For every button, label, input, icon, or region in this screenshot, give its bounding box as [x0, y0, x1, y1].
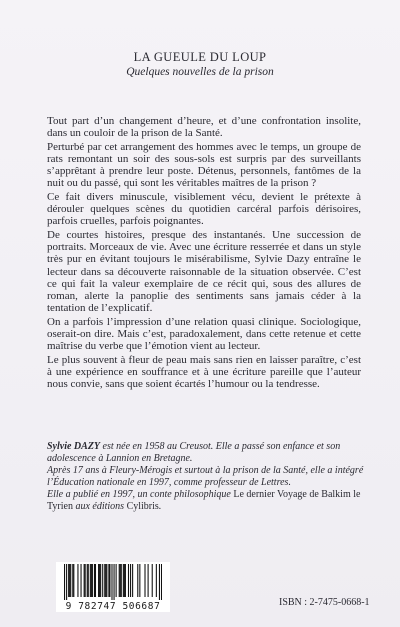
- barcode-bar: [85, 564, 86, 597]
- blurb: [47, 115, 361, 392]
- barcode-bar: [73, 564, 74, 597]
- barcode-bar: [68, 564, 69, 597]
- barcode-bar: [116, 564, 117, 597]
- barcode-bar: [132, 564, 133, 597]
- barcode-bar: [137, 564, 138, 597]
- bio-paragraph-career: Après 17 ans à Fleury-Mérogis et surtout à la prison de la Santé, elle a intégré l’Éducation nationale en 1997, comme professeur de Lettres.: [47, 465, 364, 488]
- author-bio: [47, 441, 365, 514]
- barcode-bar: [66, 564, 67, 600]
- barcode-bar: [152, 564, 153, 597]
- barcode-bar: [95, 564, 96, 597]
- barcode-bar: [148, 564, 149, 597]
- blurb-paragraph: Tout part d’un changement d’heure, et d’une confrontation insolite, dans un couloir de la prison de la Santé.: [47, 115, 361, 140]
- bio-end: .: [158, 500, 162, 512]
- bio-book-title: Le dernier Voyage de Balkim le Tyrien: [47, 489, 361, 512]
- barcode-bar: [128, 564, 129, 597]
- barcode-bar: [90, 564, 91, 597]
- cover-header: [0, 50, 400, 80]
- barcode-bar: [161, 564, 162, 600]
- barcode-bar: [111, 564, 112, 600]
- barcode-bar: [156, 564, 157, 597]
- blurb-paragraph: De courtes histoires, presque des instantanés. Une succession de portraits. Morceaux de vie. Avec une écriture resserrée et dans un style très pur en évitant toujours le misérabilisme, Sylvie Dazy entraîne le lecteur dans sa découverte raisonnable de la situation observée. C’est ce qui fait la valeur exemplaire de ce récit qui, sous des allures de roman, alerte la panoplie des sentiments sans jamais céder à la tentation de l’explicatif.: [47, 228, 361, 315]
- barcode-bar: [130, 564, 131, 597]
- bio-publisher: Cylibris: [126, 500, 159, 512]
- blurb-paragraph: Ce fait divers minuscule, visiblement vécu, devient le prétexte à dérouler quelques scènes du quotidien carcéral parfois dérisoires, parfois cruelles, parfois poignantes.: [47, 190, 361, 228]
- book-title: LA GUEULE DU LOUP: [133, 50, 267, 64]
- barcode-bar: [91, 564, 92, 597]
- barcode-bar: [94, 564, 95, 597]
- barcode-digits: 9 782747 506687: [65, 601, 161, 612]
- barcode-bar: [104, 564, 105, 597]
- barcode-bar: [87, 564, 88, 597]
- barcode-bar: [102, 564, 103, 597]
- barcode-bar: [88, 564, 89, 597]
- barcode-bar: [144, 564, 145, 597]
- barcode-bar: [114, 564, 115, 600]
- bio-paragraph-origin: [47, 441, 365, 464]
- barcode-bar: [69, 564, 70, 597]
- barcode-bar: [100, 564, 101, 597]
- blurb-paragraph: Perturbé par cet arrangement des hommes avec le temps, un groupe de rats remontant un soir des sous-sols est surpris par des surveillants s’apprêtant à prendre leur poste. Détenus, personnels, fantômes de la nuit ou du passé, qui sont les véritables maîtres de la prison ?: [47, 140, 361, 190]
- barcode-bar: [159, 564, 160, 600]
- barcode-bar: [77, 564, 78, 597]
- bio-origin-text: est née en 1958 au Creusot. Elle a passé son enfance et son adolescence à Lannion en Bretagne.: [47, 441, 341, 464]
- barcode-bar: [108, 564, 109, 597]
- barcode-bar: [119, 564, 120, 597]
- barcode-bar: [109, 564, 110, 597]
- bio-publication-text: Elle a publié en 1997, un conte philosophique: [47, 489, 234, 501]
- barcode-bar: [125, 564, 126, 597]
- barcode-bar: [105, 564, 106, 597]
- barcode-bar: [81, 564, 82, 597]
- bio-paragraph-publication: [47, 489, 365, 512]
- barcode-bar: [92, 564, 93, 597]
- book-subtitle: Quelques nouvelles de la prison: [126, 66, 274, 78]
- barcode-bar: [123, 564, 124, 597]
- bio-publisher-prefix: aux éditions: [72, 500, 127, 512]
- barcode-bar: [70, 564, 71, 597]
- author-name: Sylvie DAZY: [47, 441, 101, 452]
- barcode-bars: [64, 564, 162, 600]
- barcode-bar: [72, 564, 73, 597]
- barcode-bar: [64, 564, 65, 600]
- barcode-bar: [84, 564, 85, 597]
- barcode-bar: [139, 564, 140, 597]
- barcode-bar: [98, 564, 99, 597]
- barcode-bar: [99, 564, 100, 597]
- barcode-bar: [120, 564, 121, 597]
- barcode-bar: [121, 564, 122, 597]
- blurb-paragraph: Le plus souvent à fleur de peau mais sans rien en laisser paraître, c’est à une expérience en souffrance et à une écriture pareille que l’auteur nous convie, sans que soient écartés l’humour ou la tendresse.: [47, 353, 361, 391]
- barcode-bar: [106, 564, 107, 597]
- barcode: [56, 562, 170, 612]
- barcode-bar: [124, 564, 125, 597]
- isbn-number: ISBN : 2-7475-0668-1: [279, 597, 370, 608]
- blurb-paragraph: On a parfois l’impression d’une relation quasi clinique. Sociologique, oserait-on dire. Mais c’est, paradoxalement, dans cette retenue et cette maîtrise du verbe que l’émotion vient au lecteur.: [47, 315, 361, 353]
